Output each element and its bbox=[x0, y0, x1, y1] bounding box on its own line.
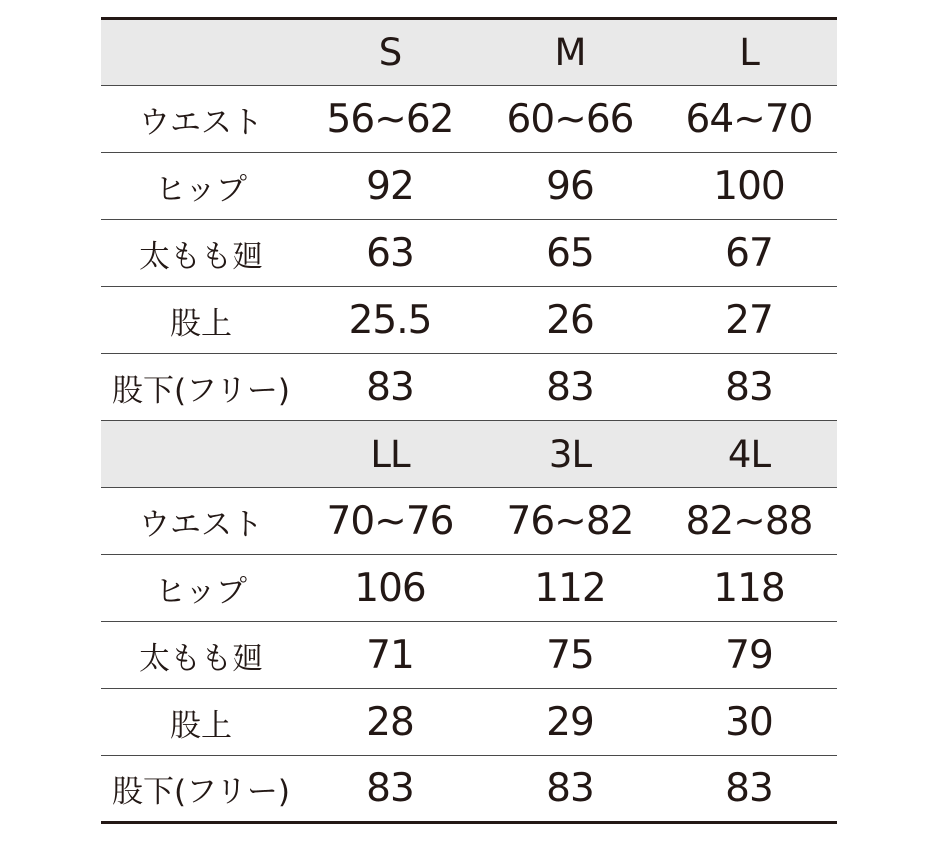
size-header-row bbox=[101, 421, 837, 488]
measurement-row bbox=[101, 756, 837, 823]
measurement-value: 28 bbox=[301, 689, 479, 756]
measurement-value: 75 bbox=[479, 622, 661, 689]
size-header-cell: LL bbox=[301, 421, 479, 488]
measurement-row bbox=[101, 555, 837, 622]
measurement-value: 83 bbox=[479, 756, 661, 823]
measurement-label: 太もも廻 bbox=[101, 220, 301, 287]
size-header-cell: 3L bbox=[479, 421, 661, 488]
measurement-value: 82~88 bbox=[661, 488, 837, 555]
measurement-row bbox=[101, 86, 837, 153]
measurement-value: 67 bbox=[661, 220, 837, 287]
measurement-value: 76~82 bbox=[479, 488, 661, 555]
measurement-label: 股上 bbox=[101, 689, 301, 756]
measurement-value: 83 bbox=[301, 756, 479, 823]
measurement-value: 70~76 bbox=[301, 488, 479, 555]
measurement-label: 太もも廻 bbox=[101, 622, 301, 689]
measurement-value: 29 bbox=[479, 689, 661, 756]
measurement-value: 63 bbox=[301, 220, 479, 287]
measurement-value: 27 bbox=[661, 287, 837, 354]
measurement-label: ヒップ bbox=[101, 153, 301, 220]
size-header-cell: 4L bbox=[661, 421, 837, 488]
measurement-value: 100 bbox=[661, 153, 837, 220]
header-corner-cell bbox=[101, 421, 301, 488]
measurement-value: 112 bbox=[479, 555, 661, 622]
measurement-value: 92 bbox=[301, 153, 479, 220]
measurement-row bbox=[101, 354, 837, 421]
measurement-row bbox=[101, 153, 837, 220]
measurement-row bbox=[101, 220, 837, 287]
measurement-value: 83 bbox=[661, 354, 837, 421]
measurement-label: 股下(フリー) bbox=[101, 354, 301, 421]
measurement-value: 26 bbox=[479, 287, 661, 354]
measurement-value: 83 bbox=[479, 354, 661, 421]
measurement-value: 30 bbox=[661, 689, 837, 756]
measurement-row bbox=[101, 488, 837, 555]
size-header-cell: S bbox=[301, 19, 479, 86]
measurement-value: 60~66 bbox=[479, 86, 661, 153]
measurement-label: ウエスト bbox=[101, 488, 301, 555]
size-header-row bbox=[101, 19, 837, 86]
header-corner-cell bbox=[101, 19, 301, 86]
measurement-value: 56~62 bbox=[301, 86, 479, 153]
measurement-value: 83 bbox=[301, 354, 479, 421]
measurement-label: 股下(フリー) bbox=[101, 756, 301, 823]
size-header-cell: M bbox=[479, 19, 661, 86]
measurement-value: 71 bbox=[301, 622, 479, 689]
measurement-value: 65 bbox=[479, 220, 661, 287]
size-chart-body bbox=[101, 19, 837, 823]
measurement-row bbox=[101, 622, 837, 689]
measurement-value: 96 bbox=[479, 153, 661, 220]
measurement-label: ウエスト bbox=[101, 86, 301, 153]
size-header-cell: L bbox=[661, 19, 837, 86]
measurement-row bbox=[101, 287, 837, 354]
measurement-row bbox=[101, 689, 837, 756]
measurement-label: 股上 bbox=[101, 287, 301, 354]
measurement-value: 64~70 bbox=[661, 86, 837, 153]
measurement-value: 118 bbox=[661, 555, 837, 622]
measurement-value: 25.5 bbox=[301, 287, 479, 354]
measurement-value: 83 bbox=[661, 756, 837, 823]
measurement-value: 106 bbox=[301, 555, 479, 622]
size-chart-table bbox=[101, 17, 837, 824]
measurement-value: 79 bbox=[661, 622, 837, 689]
measurement-label: ヒップ bbox=[101, 555, 301, 622]
